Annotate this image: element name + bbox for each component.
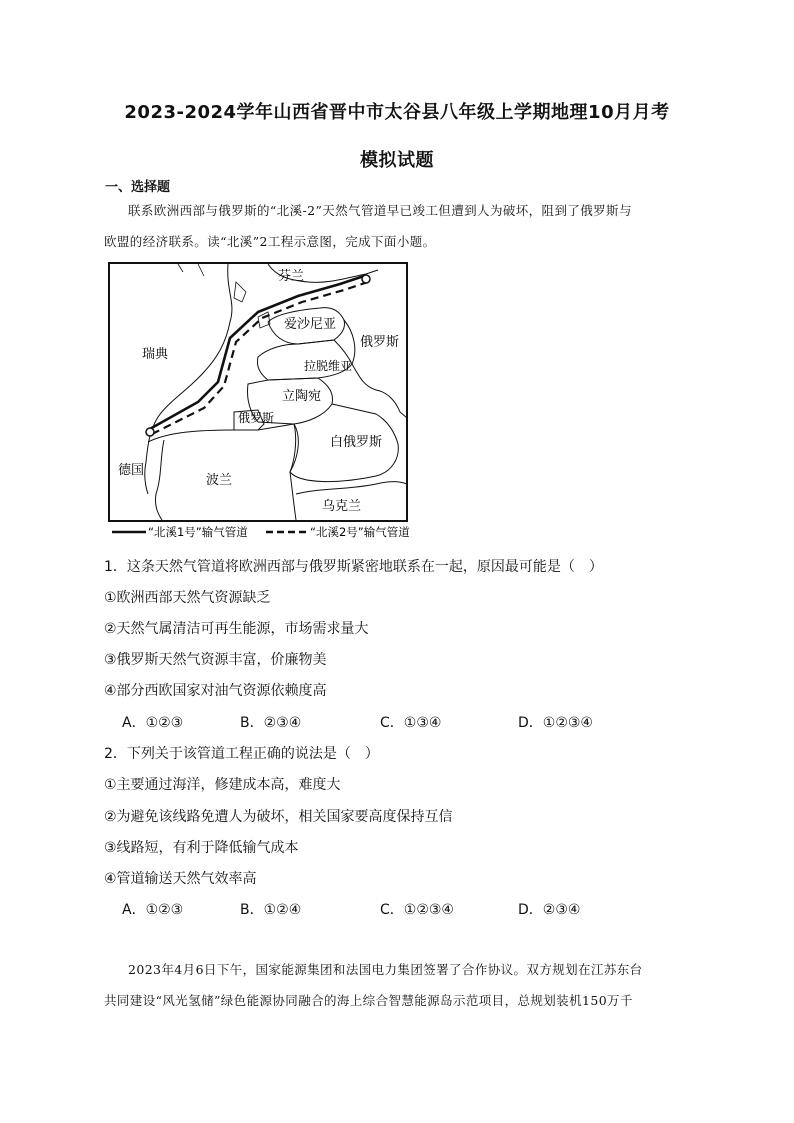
- question-2-item-3: ③线路短，有利于降低输气成本: [104, 840, 299, 856]
- legend-label-1: “北溪1号”输气管道: [148, 525, 248, 539]
- question-1-item-1: ①欧洲西部天然气资源缺乏: [104, 590, 271, 606]
- pipeline-end-russia: [362, 275, 370, 283]
- map-legend: [112, 523, 432, 541]
- question-2-item-4: ④管道输送天然气效率高: [104, 871, 257, 887]
- legend-label-2: “北溪2号”输气管道: [310, 525, 410, 539]
- question-2-option-c[interactable]: C．①②③④: [380, 902, 454, 918]
- section-heading: 一、选择题: [105, 180, 171, 195]
- question-2-option-a[interactable]: A．①②③: [122, 902, 184, 918]
- question-2-option-b[interactable]: B．①②④: [240, 902, 302, 918]
- passage-line-2: 共同建设“风光氢储”绿色能源协同融合的海上综合智慧能源岛示范项目，总规划装机150万千: [104, 993, 633, 1008]
- label-russia: 俄罗斯: [360, 335, 400, 350]
- question-1-option-b[interactable]: B．②③④: [240, 715, 302, 731]
- page-title: 2023-2024学年山西省晋中市太谷县八年级上学期地理10月月考: [124, 102, 670, 123]
- question-1-item-2: ②天然气属清洁可再生能源，市场需求量大: [104, 621, 369, 637]
- question-1-option-c[interactable]: C．①③④: [380, 715, 442, 731]
- passage-line-1: 2023年4月6日下午，国家能源集团和法国电力集团签署了合作协议。双方规划在江苏东台: [128, 962, 643, 977]
- label-poland: 波兰: [206, 473, 233, 488]
- question-2-stem: 2．下列关于该管道工程正确的说法是（ ）: [104, 746, 379, 762]
- label-ukraine: 乌克兰: [322, 499, 362, 514]
- question-2-item-2: ②为避免该线路免遭人为破坏，相关国家要高度保持互信: [104, 809, 453, 825]
- question-1-item-4: ④部分西欧国家对油气资源依赖度高: [104, 683, 327, 699]
- page-subtitle: 模拟试题: [360, 150, 434, 171]
- question-2-option-d[interactable]: D．②③④: [518, 902, 581, 918]
- label-finland: 芬兰: [278, 269, 305, 284]
- intro-line-2: 欧盟的经济联系。读“北溪”2工程示意图，完成下面小题。: [104, 234, 436, 249]
- question-1-option-a[interactable]: A．①②③: [122, 715, 184, 731]
- label-latvia: 拉脱维亚: [304, 359, 353, 373]
- question-1-stem: 1．这条天然气管道将欧洲西部与俄罗斯紧密地联系在一起，原因最可能是（ ）: [104, 559, 603, 575]
- question-1-item-3: ③俄罗斯天然气资源丰富，价廉物美: [104, 652, 327, 668]
- nord-stream-map: [108, 262, 408, 524]
- label-sweden: 瑞典: [142, 347, 169, 362]
- label-kaliningrad: 俄罗斯: [238, 411, 275, 425]
- map-frame: [109, 263, 407, 521]
- label-estonia: 爱沙尼亚: [284, 317, 337, 332]
- label-lithuania: 立陶宛: [282, 389, 322, 404]
- question-1-option-d[interactable]: D．①②③④: [518, 715, 593, 731]
- pipeline-end-germany: [146, 428, 154, 436]
- label-germany: 德国: [118, 463, 145, 478]
- label-belarus: 白俄罗斯: [330, 435, 383, 450]
- question-2-item-1: ①主要通过海洋，修建成本高，难度大: [104, 777, 341, 793]
- intro-line-1: 联系欧洲西部与俄罗斯的“北溪-2”天然气管道早已竣工但遭到人为破坏，阻到了俄罗斯与: [128, 203, 632, 218]
